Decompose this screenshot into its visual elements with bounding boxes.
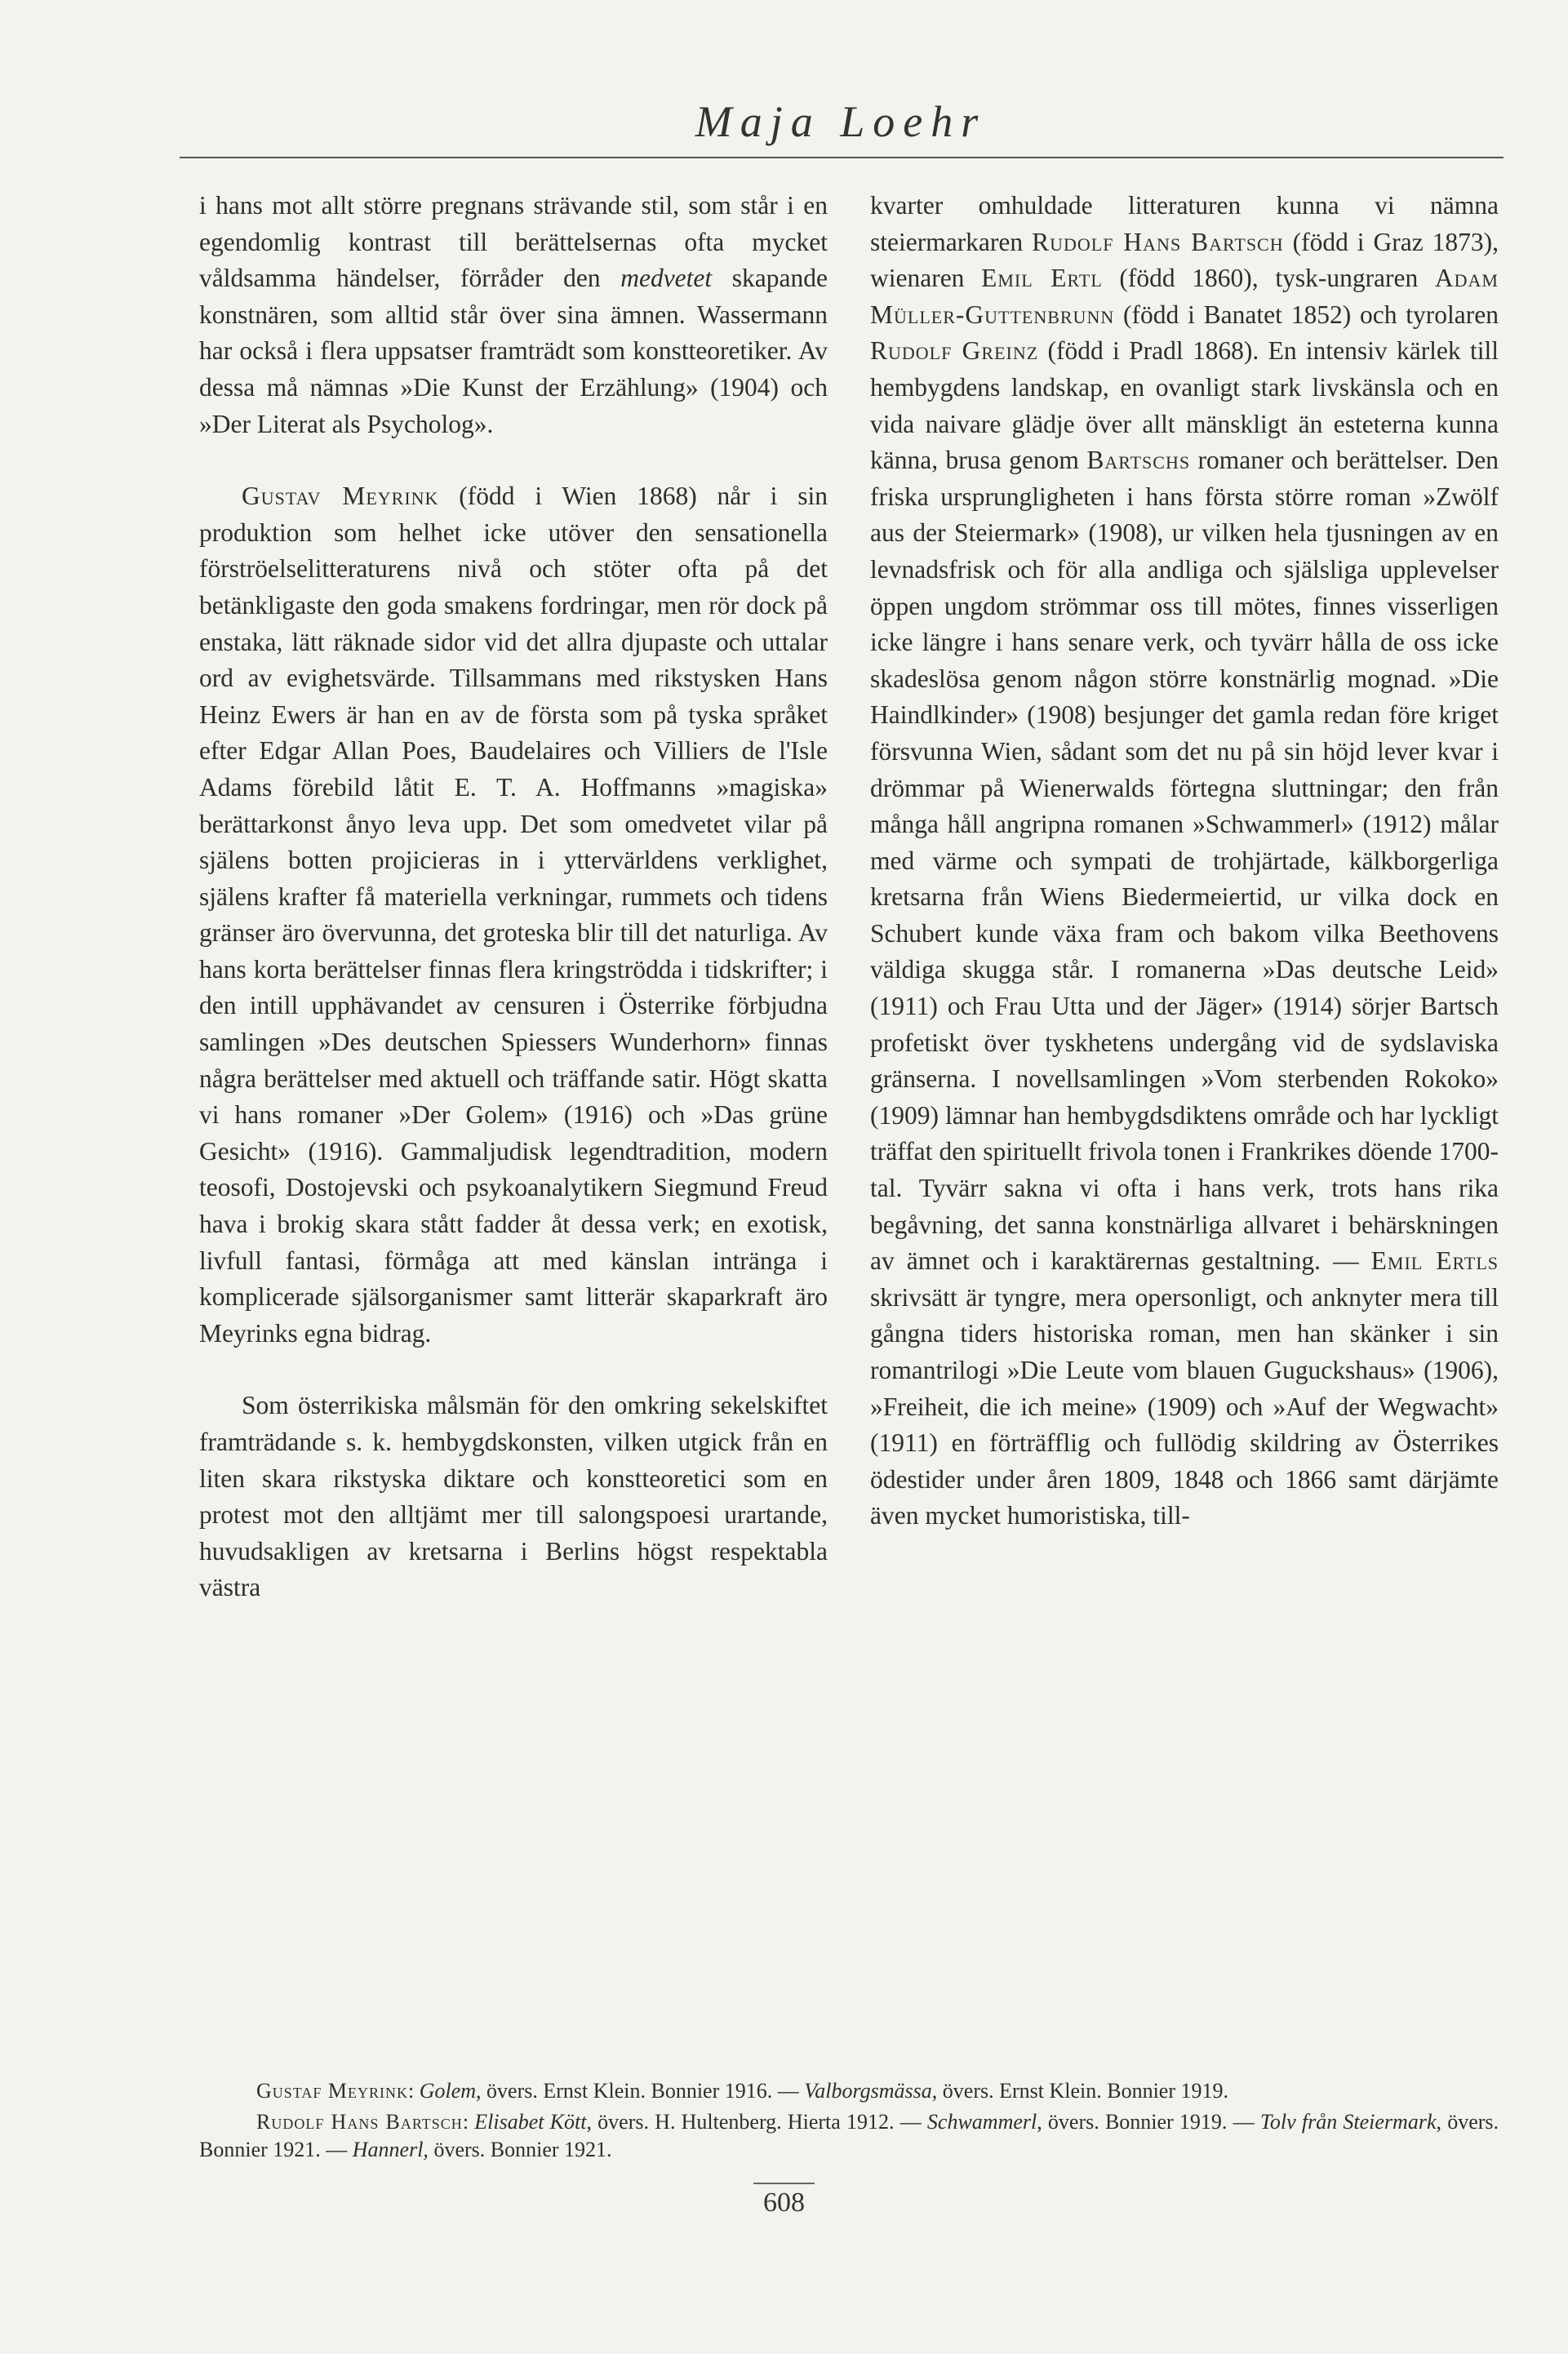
- paragraph-meyrink: Gustav Meyrink (född i Wien 1868) når i sin produktion som helhet icke utöver den sensationella förströelselitteraturens nivå och stöter ofta på det betänkligaste den goda smakens fordringar, men rör dock på enstaka, lätt räknade sidor vid det allra djupaste och uttalar ord av evighetsvärde. Tillsammans med rikstysken Hans Heinz Ewers är han en av de första som på tyska språket efter Edgar Allan Poes, Baudelaires och Villiers de l'Isle Adams förebild låtit E. T. A. Hoffmanns »magiska» berättarkonst ånyo leva upp. Det som omedvetet vilar på själens botten projicieras in i yttervärldens verklighet, själens krafter få materiella verkningar, rummets och tidens gränser äro övervunna, det groteska blir till det naturliga. Av hans korta berättelser finnas flera kringströdda i tidskrifter; i den intill upphävandet av censuren i Österrike förbjudna samlingen »Des deutschen Spiessers Wunderhorn» finnas några berättelser med aktuell och träffande satir. Högt skatta vi hans romaner »Der Golem» (1916) och »Das grüne Gesicht» (1916). Gammaljudisk legendtradition, modern teosofi, Dostojevski och psykoanalytikern Siegmund Freud hava i brokig skara stått fadder åt dessa verk; en exotisk, livfull fantasi, förmåga att med känslan intränga i komplicerade själsorganismer samt litterär skaparkraft äro Meyrinks egna bidrag.: [199, 482, 828, 1348]
- running-title: Maja Loehr: [695, 97, 987, 146]
- author-name: Emil Ertls: [1370, 1246, 1499, 1276]
- left-column: [199, 188, 828, 1606]
- author-name: Rudolf Greinz: [870, 336, 1039, 366]
- author-name: Adam Müller-Guttenbrunn: [870, 264, 1499, 329]
- header-rule: [180, 157, 1504, 158]
- footnote-meyrink: Gustaf Meyrink: Golem, övers. Ernst Klein. Bonnier 1916. — Valborgsmässa, övers. Ernst Klein. Bonnier 1919.: [256, 2079, 1229, 2103]
- author-name: Gustav Meyrink: [242, 482, 439, 511]
- author-name: Rudolf Hans Bartsch: [1032, 227, 1284, 256]
- author-name: Emil Ertl: [981, 264, 1103, 293]
- author-name: Bartschs: [1086, 446, 1191, 475]
- paragraph-hembygdskonst: Som österrikiska målsmän för den omkring sekelskiftet framträdande s. k. hembygdskonsten, vilken utgick från en liten skara rikstyska diktare och konstteoretici som en protest mot den alltjämt mer till salongspoesi urartande, huvudsakligen av kretsarna i Berlins högst respektabla västra: [199, 1391, 828, 1602]
- paragraph-bartsch: kvarter omhuldade litteraturen kunna vi nämna steiermarkaren Rudolf Hans Bartsch (född i Graz 1873), wienaren Emil Ertl (född 1860), tysk-ungraren Adam Müller-Guttenbrunn (född i Banatet 1852) och tyrolaren Rudolf Greinz (född i Pradl 1868). En intensiv kärlek till hembygdens landskap, en ovanligt stark livskänsla och en vida naivare glädje över allt mänskligt än esteterna kunna känna, brusa genom Bartschs romaner och berättelser. Den friska ursprungligheten i hans första större roman »Zwölf aus der Steiermark» (1908), ur vilken hela tjusningen av en levnadsfrisk och för alla andliga och själsliga upplevelser öppen ungdom strömmar oss till mötes, finnes visserligen icke längre i hans senare verk, och tyvärr hålla de oss icke skadeslösa genom någon större konstnärlig mognad. »Die Haindlkinder» (1908) besjunger det gamla redan före kriget försvunna Wien, sådant som det nu på sin höjd lever kvar i drömmar på Wienerwalds förtegna sluttningar; den från många håll angripna romanen »Schwammerl» (1912) målar med värme och sympati de trohjärtade, kälkborgerliga kretsarna från Wiens Biedermeiertid, ur vilka dock en Schubert kunde växa fram och bakom vilka Beethovens väldiga skugga står. I romanerna »Das deutsche Leid» (1911) och Frau Utta und der Jäger» (1914) sörjer Bartsch profetiskt över tyskhetens undergång vid de sydslaviska gränserna. I novellsamlingen »Vom sterbenden Rokoko» (1909) lämnar han hembygdsdiktens område och har lyckligt träffat den spirituellt frivola tonen i Frankrikes döende 1700-tal. Tyvärr sakna vi ofta i hans verk, trots hans rika begåvning, det sanna konstnärliga allvaret i behärskningen av ämnet och i karaktärernas gestaltning. — Emil Ertls skrivsätt är tyngre, mera opersonligt, och anknyter mera till gångna tiders historiska roman, men han skänker i sin romantrilogi »Die Leute vom blauen Guguckshaus» (1906), »Freiheit, die ich meine» (1909) och »Auf der Wegwacht» (1911) en förträfflig och fullödig skildring av Österrikes ödestider under åren 1809, 1848 och 1866 samt därjämte även mycket humoristiska, till-: [870, 191, 1499, 1530]
- paragraph-wassermann-end: i hans mot allt större pregnans strävande stil, som står i en egendomlig kontrast till berättelsernas ofta mycket våldsamma händelser, förråder den medvetet skapande konstnären, som alltid står över sina ämnen. Wassermann har också i flera uppsatser framträdt som konstteoretiker. Av dessa må nämnas »Die Kunst der Erzählung» (1904) och »Der Literat als Psycholog».: [199, 191, 828, 438]
- page-number: 608: [0, 2187, 1568, 2219]
- footnotes: [199, 2077, 1499, 2167]
- italic-word: medvetet: [620, 264, 713, 293]
- right-column: [870, 188, 1499, 1535]
- footnote-bartsch: Rudolf Hans Bartsch: Elisabet Kött, övers. H. Hultenberg. Hierta 1912. — Schwammerl, övers. Bonnier 1919. — Tolv från Steiermark, övers. Bonnier 1921. — Hannerl, övers. Bonnier 1921.: [199, 2110, 1499, 2161]
